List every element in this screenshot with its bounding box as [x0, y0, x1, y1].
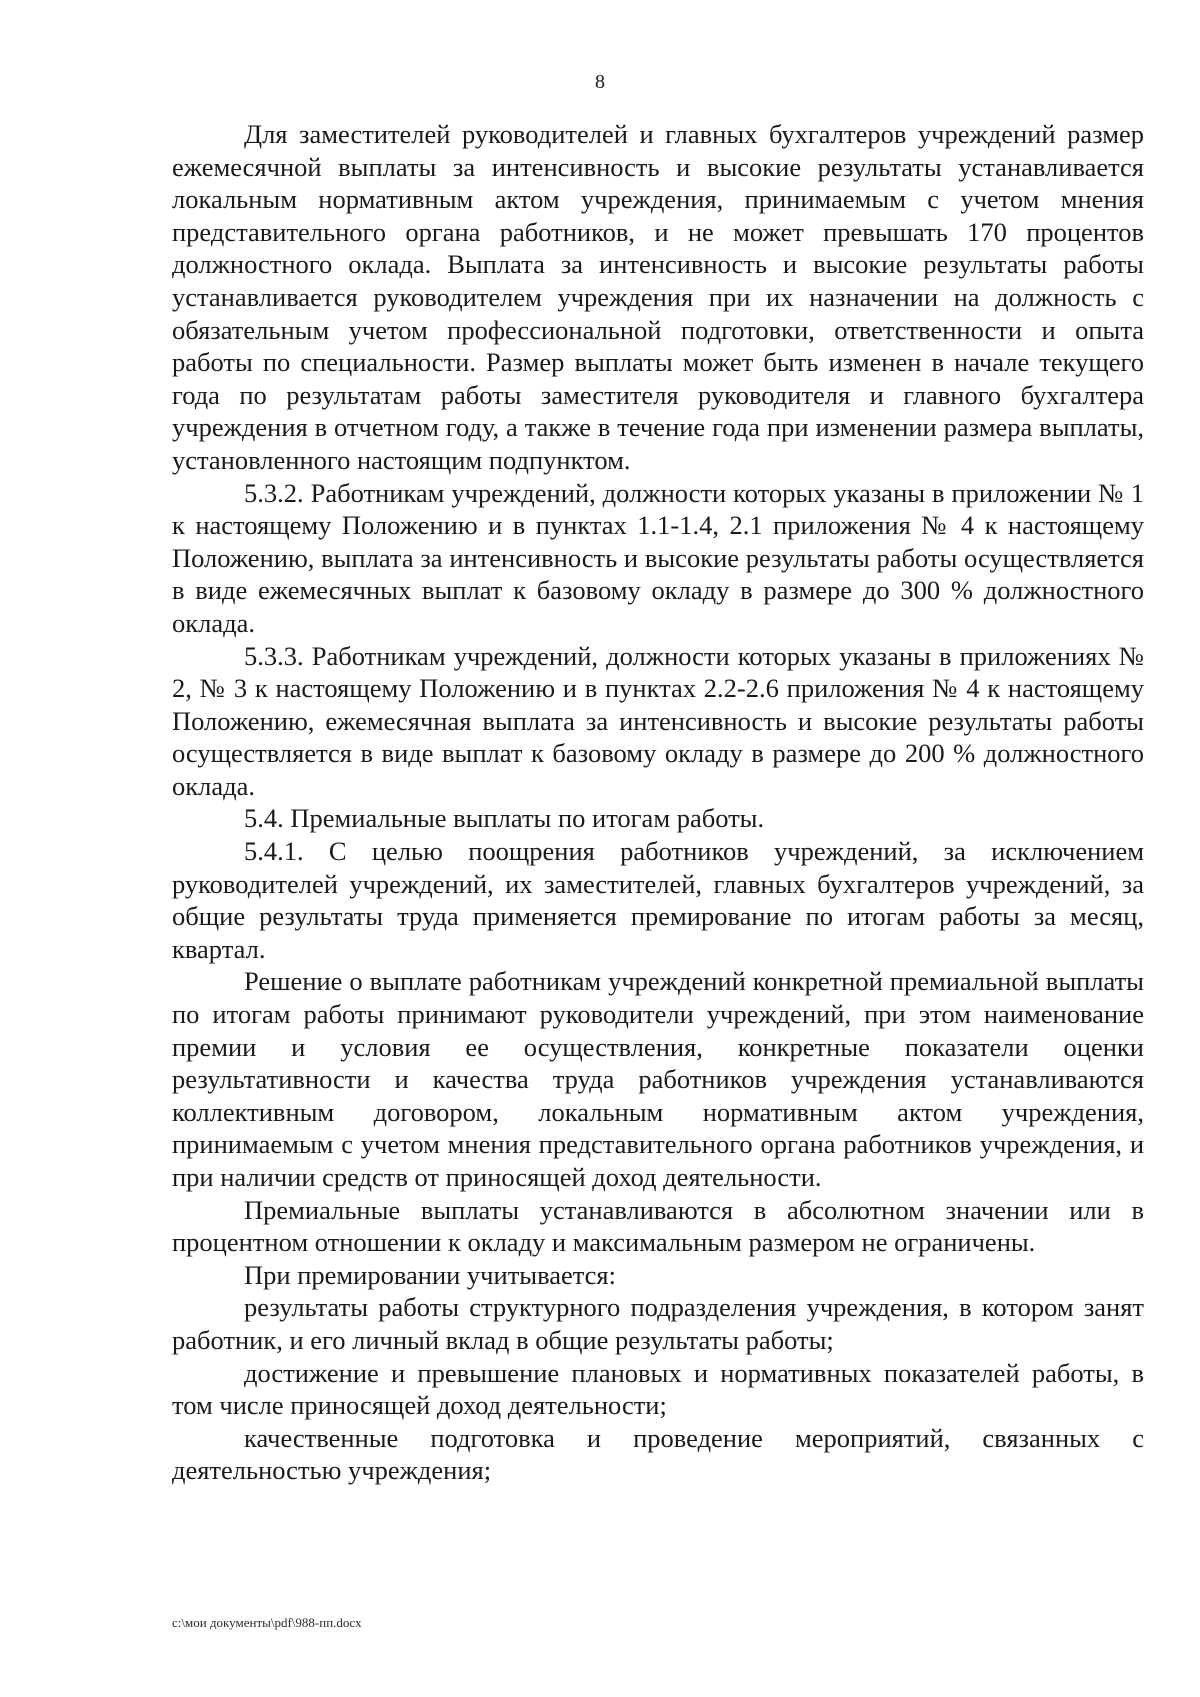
paragraph-bonus-criteria-intro: При премировании учитывается:	[244, 1259, 616, 1290]
paragraph-bonus-amounts: Премиальные выплаты устанавливаются в абсолютном значении или в процентном отношении к окладу и максимальным размером не ограничены.	[172, 1194, 1144, 1258]
paragraph-5-3-3: 5.3.3. Работникам учреждений, должности которых указаны в приложениях № 2, № 3 к настоящему Положению и в пунктах 2.2-2.6 приложения № 4 к настоящему Положению, ежемесячная выплата за интенсивность и высокие результаты работы осуществляется в виде выплат к базовому окладу в размере до 200 % должностного оклада.	[172, 640, 1144, 801]
paragraph-deputies-payment: Для заместителей руководителей и главных бухгалтеров учреждений размер ежемесячной выплаты за интенсивность и высокие результаты устанавливается локальным нормативным актом учреждения, принимаемым с учетом мнения представительного органа работников, и не может превышать 170 процентов должностного оклада. Выплата за интенсивность и высокие результаты работы устанавливается руководителем учреждения при их назначении на должность с обязательным учетом профессиональной подготовки, ответственности и опыта работы по специальности. Размер выплаты может быть изменен в начале текущего года по результатам работы заместителя руководителя и главного бухгалтера учреждения в отчетном году, а также в течение года при изменении размера выплаты, установленного настоящим подпунктом.	[172, 119, 1144, 475]
paragraph-bonus-decision: Решение о выплате работникам учреждений конкретной премиальной выплаты по итогам работы принимают руководители учреждений, при этом наименование премии и условия ее осуществления, конкретные показатели оценки результативности и качества труда работников учреждения устанавливаются коллективным договором, локальным нормативным актом учреждения, принимаемым с учетом мнения представительного органа работников учреждения, и при наличии средств от приносящей доход деятельности.	[172, 966, 1144, 1192]
document-body	[172, 118, 1144, 1487]
paragraph-criterion-unit-results: результаты работы структурного подразделения учреждения, в котором занят работник, и его личный вклад в общие результаты работы;	[172, 1292, 1144, 1355]
paragraph-5-4-heading: 5.4. Премиальные выплаты по итогам работы.	[244, 803, 765, 834]
paragraph-5-4-1: 5.4.1. С целью поощрения работников учреждений, за исключением руководителей учреждений, их заместителей, главных бухгалтеров учреждений, за общие результаты труда применяется премирование по итогам работы за месяц, квартал.	[172, 836, 1144, 964]
footer-file-path: c:\мои документы\pdf\988-пп.docx	[172, 1615, 362, 1630]
paragraph-criterion-events: качественные подготовка и проведение мероприятий, связанных с деятельностью учреждения;	[172, 1422, 1144, 1486]
paragraph-5-3-2: 5.3.2. Работникам учреждений, должности которых указаны в приложении № 1 к настоящему Положению и в пунктах 1.1-1.4, 2.1 приложения № 4 к настоящему Положению, выплата за интенсивность и высокие результаты работы осуществляется в виде ежемесячных выплат к базовому окладу в размере до 300 % должностного оклада.	[172, 477, 1144, 638]
paragraph-criterion-targets: достижение и превышение плановых и нормативных показателей работы, в том числе приносящей доход деятельности;	[172, 1357, 1144, 1421]
page-number: 8	[595, 71, 605, 93]
